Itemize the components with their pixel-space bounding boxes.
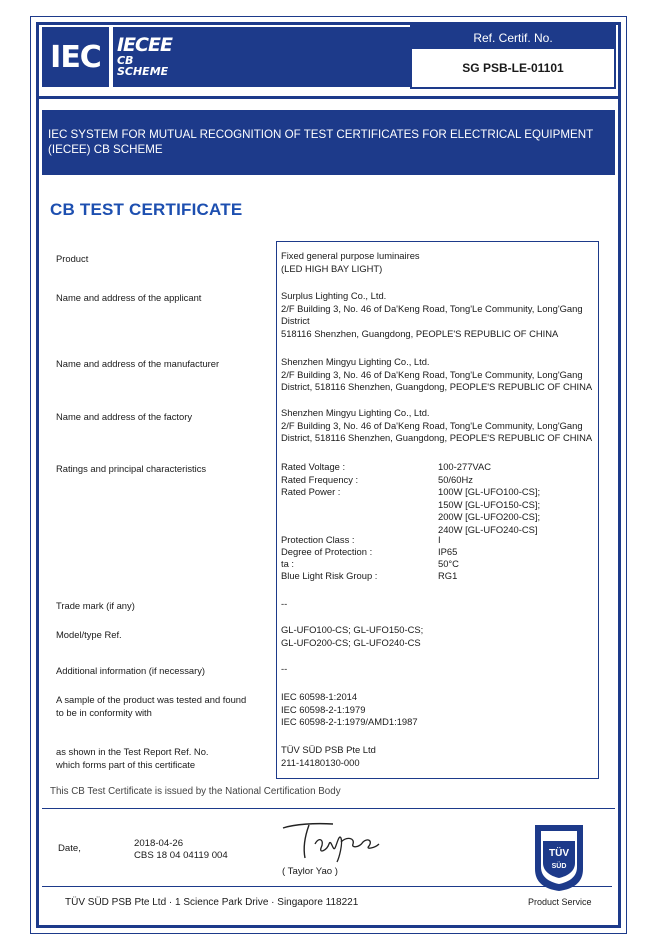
report-label-line: which forms part of this certificate xyxy=(56,759,196,770)
protection-class-value: I xyxy=(438,534,441,545)
footer-address: TÜV SÜD PSB Pte Ltd · 1 Science Park Drive · Singapore 118221 xyxy=(65,897,359,908)
header-bar xyxy=(182,27,410,87)
report-value xyxy=(281,744,593,769)
iec-logo-text: IEC xyxy=(50,39,101,75)
tuv-sud-logo xyxy=(533,823,585,893)
report-line: 211-14180130-000 xyxy=(281,756,360,768)
applicant-label: Name and address of the applicant xyxy=(56,292,202,303)
sud-logo-text: SÜD xyxy=(551,863,567,870)
scheme-logo-text: SCHEME xyxy=(116,65,169,78)
ta-value: 50°C xyxy=(438,558,459,569)
factory-line: 2/F Building 3, No. 46 of Da'Keng Road, Tong'Le Community, Long'Gang xyxy=(281,419,583,431)
rated-power-value xyxy=(438,486,540,536)
rated-voltage-label: Rated Voltage : xyxy=(281,461,346,472)
manufacturer-label: Name and address of the manufacturer xyxy=(56,358,220,369)
issue-date: 2018-04-26 xyxy=(134,838,184,849)
standard-line: IEC 60598-1:2014 xyxy=(281,691,358,702)
sample-label xyxy=(56,693,246,719)
rated-power-line: 100W [GL-UFO100-CS]; xyxy=(438,486,541,497)
cb-logo-text: CB xyxy=(116,54,134,67)
tuv-logo-text: TÜV xyxy=(549,848,569,859)
additional-info-label: Additional information (if necessary) xyxy=(56,665,206,676)
blue-light-value: RG1 xyxy=(438,570,458,581)
manufacturer-line: 2/F Building 3, No. 46 of Da'Keng Road, Tong'Le Community, Long'Gang xyxy=(281,368,583,380)
model-label: Model/type Ref. xyxy=(56,629,122,640)
manufacturer-line: Shenzhen Mingyu Lighting Co., Ltd. xyxy=(281,356,430,367)
header-logos xyxy=(42,27,182,87)
trademark-label: Trade mark (if any) xyxy=(56,600,135,611)
manufacturer-line: District, 518116 Shenzhen, Guangdong, PEOPLE'S REPUBLIC OF CHINA xyxy=(281,381,593,392)
certificate-code: CBS 18 04 04119 004 xyxy=(134,850,228,861)
iecee-logo-text: IECEE xyxy=(116,34,172,56)
rated-voltage-value: 100-277VAC xyxy=(438,461,491,472)
signatory-name: ( Taylor Yao ) xyxy=(282,866,338,877)
product-value xyxy=(281,250,593,275)
trademark-value: -- xyxy=(281,598,288,609)
product-line: Fixed general purpose luminaires xyxy=(281,250,420,261)
rated-power-line: 240W [GL-UFO240-CS] xyxy=(438,523,538,535)
certificate-title: CB TEST CERTIFICATE xyxy=(50,200,243,219)
factory-label: Name and address of the factory xyxy=(56,411,193,422)
product-label: Product xyxy=(56,253,89,264)
applicant-line: District xyxy=(281,315,310,326)
signature-mark xyxy=(275,818,385,866)
ref-number: SG PSB-LE-01101 xyxy=(462,61,564,75)
issued-by-statement: This CB Test Certificate is issued by the National Certification Body xyxy=(50,786,341,797)
product-line: (LED HIGH BAY LIGHT) xyxy=(281,262,383,274)
degree-protection-label: Degree of Protection : xyxy=(281,546,373,557)
standards-value xyxy=(281,691,593,729)
model-line: GL-UFO200-CS; GL-UFO240-CS xyxy=(281,636,421,648)
applicant-line: 2/F Building 3, No. 46 of Da'Keng Road, Tong'Le Community, Long'Gang xyxy=(281,302,583,314)
date-label: Date, xyxy=(58,843,81,854)
iec-logo xyxy=(42,27,109,87)
date-block xyxy=(134,838,228,862)
scheme-banner: IEC SYSTEM FOR MUTUAL RECOGNITION OF TEST CERTIFICATES FOR ELECTRICAL EQUIPMENT (IECEE) CB SCHEME xyxy=(42,110,615,175)
iecee-cb-scheme-logo xyxy=(113,27,182,87)
factory-line: District, 518116 Shenzhen, Guangdong, PEOPLE'S REPUBLIC OF CHINA xyxy=(281,432,593,443)
report-label xyxy=(56,745,209,771)
factory-value xyxy=(281,407,593,445)
protection-class-label: Protection Class : xyxy=(281,534,355,545)
degree-protection-value: IP65 xyxy=(438,546,458,557)
additional-info-value: -- xyxy=(281,663,288,674)
standard-line: IEC 60598-2-1:1979 xyxy=(281,703,366,715)
rated-power-label: Rated Power : xyxy=(281,486,341,497)
factory-line: Shenzhen Mingyu Lighting Co., Ltd. xyxy=(281,407,430,418)
model-value xyxy=(281,624,593,649)
rated-frequency-label: Rated Frequency : xyxy=(281,474,359,485)
ta-label: ta : xyxy=(281,558,295,569)
header-divider xyxy=(36,96,621,99)
sample-label-line: to be in conformity with xyxy=(56,707,152,718)
applicant-value xyxy=(281,290,593,340)
sample-label-line: A sample of the product was tested and found xyxy=(56,694,247,705)
report-label-line: as shown in the Test Report Ref. No. xyxy=(56,746,209,757)
product-service-label: Product Service xyxy=(528,897,592,907)
ref-label: Ref. Certif. No. xyxy=(412,27,614,49)
ref-certificate-box xyxy=(410,25,616,89)
report-line: TÜV SÜD PSB Pte Ltd xyxy=(281,744,376,755)
blue-light-label: Blue Light Risk Group : xyxy=(281,570,378,581)
footer-divider xyxy=(42,886,612,887)
manufacturer-value xyxy=(281,356,593,394)
rated-power-line: 200W [GL-UFO200-CS]; xyxy=(438,511,541,522)
applicant-line: Surplus Lighting Co., Ltd. xyxy=(281,290,387,301)
applicant-line: 518116 Shenzhen, Guangdong, PEOPLE'S REPUBLIC OF CHINA xyxy=(281,327,559,339)
standard-line: IEC 60598-2-1:1979/AMD1:1987 xyxy=(281,716,418,727)
model-line: GL-UFO100-CS; GL-UFO150-CS; xyxy=(281,624,424,635)
ratings-label: Ratings and principal characteristics xyxy=(56,463,207,474)
rated-power-line: 150W [GL-UFO150-CS]; xyxy=(438,498,541,510)
rated-frequency-value: 50/60Hz xyxy=(438,474,473,485)
separator-line xyxy=(42,808,615,809)
